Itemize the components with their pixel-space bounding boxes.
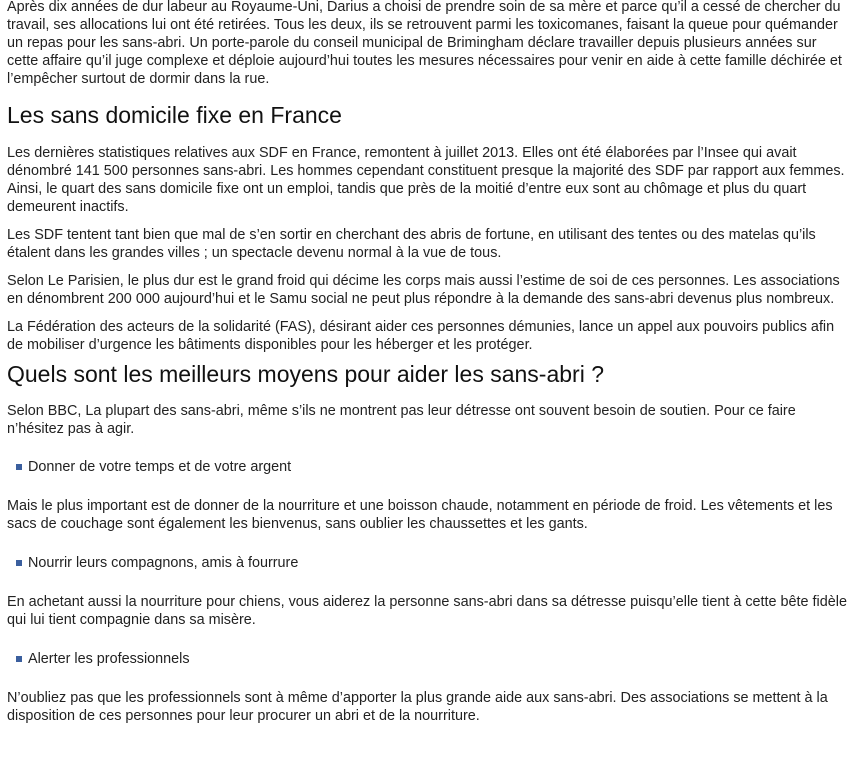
list-item-label: Alerter les professionnels [28,651,190,667]
paragraph-statistics: Les dernières statistiques relatives aux SDF en France, remontent à juillet 2013. Elles ont été élaborées par l’Insee qui avait dénombré 141 500 personnes sans-abri. Les hommes cependant constituent presque la majorité des SDF par rapport aux femmes. Ainsi, le quart des sans domicile fixe ont un emploi, tandis que près de la moitié d’entre eux sont au chômage et plus du quart demeurent inactifs. [7,145,845,215]
list-item-label: Donner de votre temps et de votre argent [28,459,292,475]
bullet-list-pets [7,554,847,572]
paragraph-shelters: Les SDF tentent tant bien que mal de s’en sortir en cherchant des abris de fortune, en utilisant des tentes ou des matelas qu’ils étalent dans les grandes villes ; un spectacle devenu normal à la vue de tous. [7,227,816,261]
paragraph-fas: La Fédération des acteurs de la solidarité (FAS), désirant aider ces personnes démunies, lance un appel aux pouvoirs publics afin de mobiliser d’urgence les bâtiments disponibles pour les héberger et les protéger. [7,319,835,353]
heading-sdf-france: Les sans domicile fixe en France [7,102,342,128]
list-item [7,554,847,572]
intro-paragraph: Après dix années de dur labeur au Royaume-Uni, Darius a choisi de prendre soin de sa mère et parce qu’il a cessé de chercher du travail, ses allocations lui ont été retirées. Tous les deux, ils se retrouvent parmi les toxicomanes, faisant la queue pour quémander un repas pour les sans-abri. Un porte-parole du conseil municipal de Brimingham déclare travailler depuis plusieurs années sur cette affaire qu’il juge complexe et déploie aujourd’hui toutes les mesures nécessaires pour venir en aide à cette famille déchirée et l’empêcher surtout de dormir dans la rue. [7,0,842,87]
paragraph-associations: N’oubliez pas que les professionnels sont à même d’apporter la plus grande aide aux sans-abri. Des associations se mettent à la disposition de ces personnes pour leur procurer un abri et de la nourriture. [7,690,828,724]
paragraph-food: Mais le plus important est de donner de la nourriture et une boisson chaude, notamment en période de froid. Les vêtements et les sacs de couchage sont également les bienvenus, sans oublier les chaussettes et les gants. [7,498,833,532]
square-bullet-icon [16,560,22,566]
bullet-list-professionals [7,650,847,668]
list-item [7,650,847,668]
square-bullet-icon [16,464,22,470]
list-item-label: Nourrir leurs compagnons, amis à fourrure [28,555,299,571]
heading-how-to-help: Quels sont les meilleurs moyens pour aider les sans-abri ? [7,361,604,387]
article-body [7,0,847,725]
list-item [7,458,847,476]
paragraph-dogs: En achetant aussi la nourriture pour chiens, vous aiderez la personne sans-abri dans sa détresse puisqu’elle tient à cette bête fidèle qui lui tient compagnie dans sa misère. [7,594,847,628]
bullet-list-time-money [7,458,847,476]
paragraph-bbc: Selon BBC, La plupart des sans-abri, même s’ils ne montrent pas leur détresse ont souvent besoin de soutien. Pour ce faire n’hésitez pas à agir. [7,403,796,437]
square-bullet-icon [16,656,22,662]
paragraph-cold: Selon Le Parisien, le plus dur est le grand froid qui décime les corps mais aussi l’estime de soi de ces personnes. Les associations en dénombrent 200 000 aujourd’hui et le Samu social ne peut plus répondre à la demande des sans-abri devenus plus nombreux. [7,273,840,307]
